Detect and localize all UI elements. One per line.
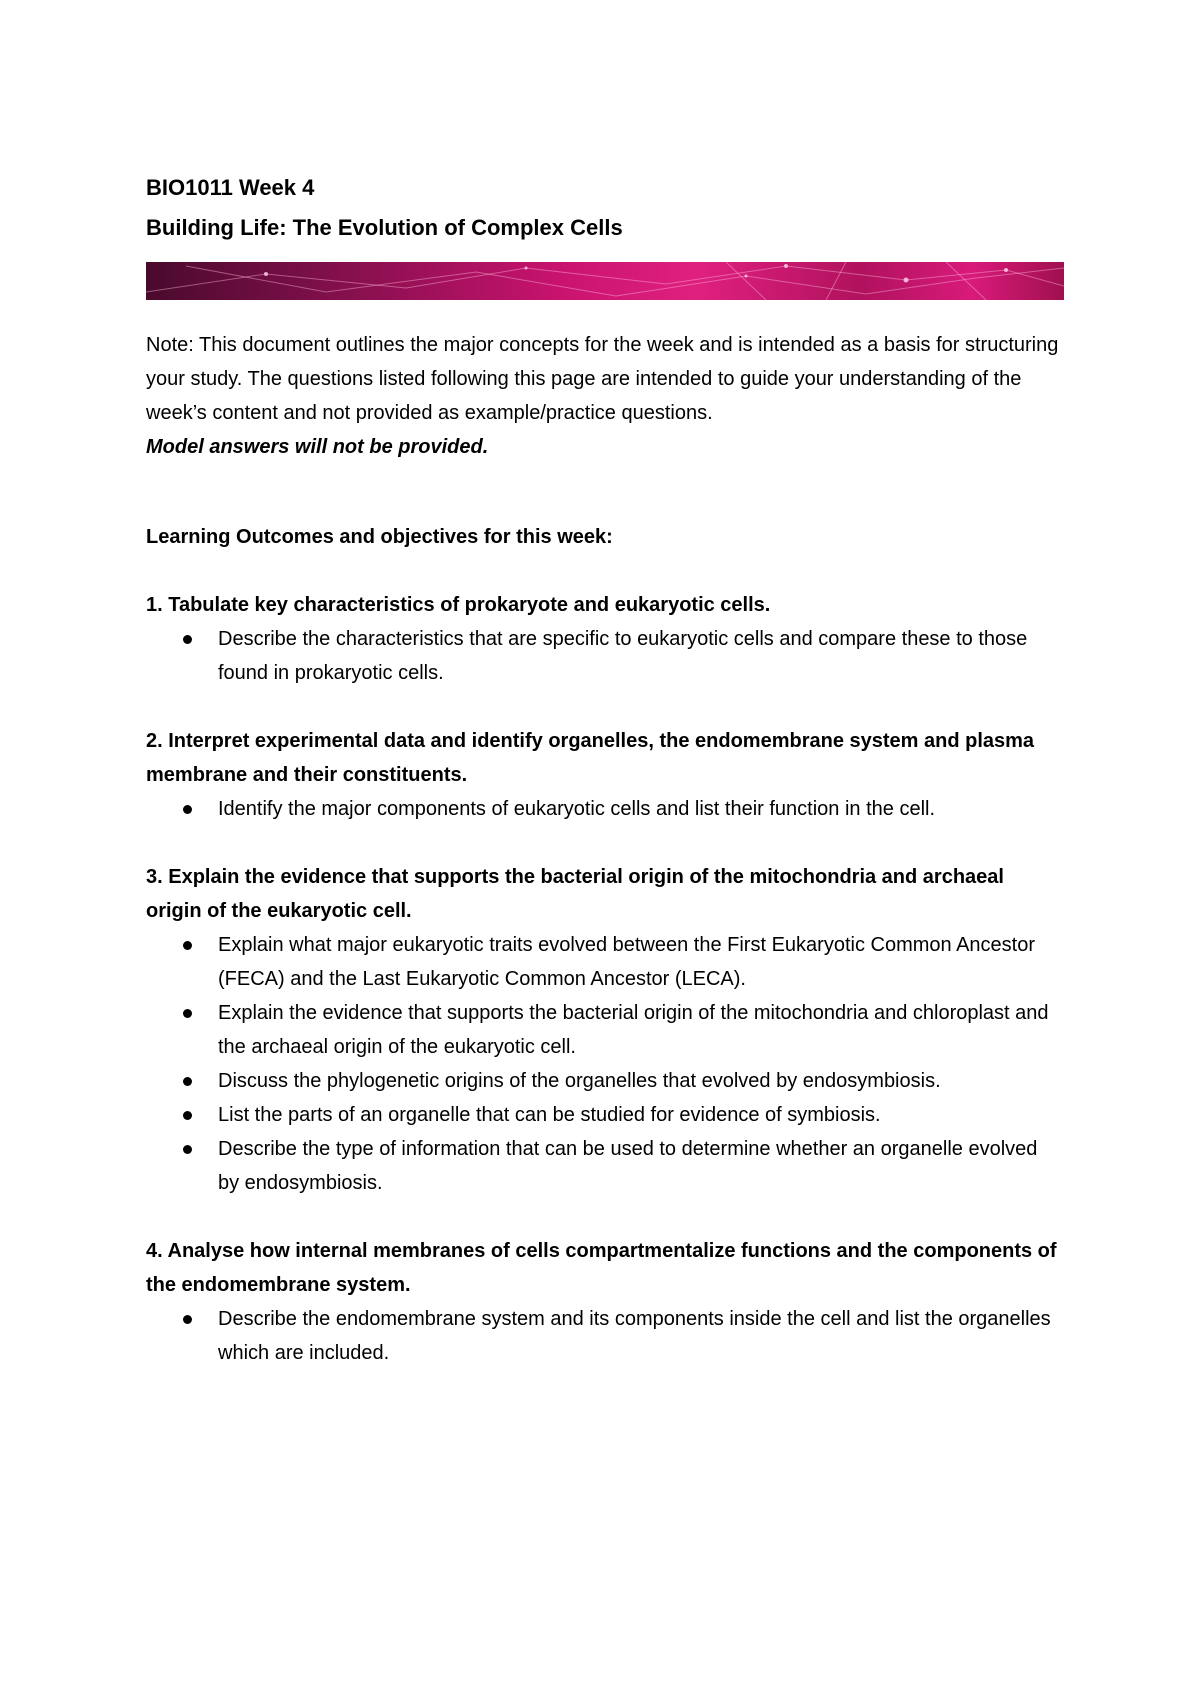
outcome-title: 2. Interpret experimental data and identify organelles, the endomembrane system and plasma membrane and their constituents.	[146, 730, 1035, 786]
objective-text: Describe the type of information that can be used to determine whether an organelle evolved by endosymbiosis.	[218, 1138, 1038, 1194]
banner-network-graphic	[146, 262, 1064, 300]
outcome-4	[146, 1234, 1064, 1370]
objective-text: Describe the endomembrane system and its components inside the cell and list the organelles which are included.	[218, 1308, 1051, 1364]
objective-item	[218, 792, 1064, 826]
outcome-3	[146, 860, 1064, 1200]
objective-item	[218, 1064, 1064, 1098]
objective-item	[218, 1302, 1064, 1370]
objective-text: Explain the evidence that supports the bacterial origin of the mitochondria and chloroplast and the archaeal origin of the eukaryotic cell.	[218, 1002, 1049, 1058]
course-title: BIO1011 Week 4	[146, 175, 315, 200]
bullet-icon	[183, 1315, 192, 1324]
outcome-objectives	[146, 928, 1064, 1200]
outcome-objectives	[146, 1302, 1064, 1370]
bullet-icon	[183, 1111, 192, 1120]
bullet-icon	[183, 1009, 192, 1018]
decorative-banner	[146, 262, 1064, 300]
bullet-icon	[183, 635, 192, 644]
outcome-objectives	[146, 622, 1064, 690]
outcome-title: 4. Analyse how internal membranes of cells compartmentalize functions and the components of the endomembrane system.	[146, 1240, 1057, 1296]
objective-text: Explain what major eukaryotic traits evolved between the First Eukaryotic Common Ancestor (FECA) and the Last Eukaryotic Common Ancestor (LECA).	[218, 934, 1036, 990]
objective-item	[218, 1132, 1064, 1200]
outcome-objectives	[146, 792, 1064, 826]
objective-text: List the parts of an organelle that can be studied for evidence of symbiosis.	[218, 1104, 881, 1126]
objective-text: Describe the characteristics that are specific to eukaryotic cells and compare these to those found in prokaryotic cells.	[218, 628, 1028, 684]
outcome-2	[146, 724, 1064, 826]
objective-item	[218, 996, 1064, 1064]
bullet-icon	[183, 805, 192, 814]
bullet-icon	[183, 941, 192, 950]
outcome-title: 1. Tabulate key characteristics of prokaryote and eukaryotic cells.	[146, 594, 771, 616]
objective-text: Discuss the phylogenetic origins of the organelles that evolved by endosymbiosis.	[218, 1070, 941, 1092]
note-text: Note: This document outlines the major concepts for the week and is intended as a basis for structuring your study. The questions listed following this page are intended to guide your understanding of the week’s content and not provided as example/practice questions.	[146, 334, 1059, 424]
objective-item	[218, 622, 1064, 690]
document-title: Building Life: The Evolution of Complex Cells	[146, 215, 623, 240]
bullet-icon	[183, 1077, 192, 1086]
note-emphasis: Model answers will not be provided.	[146, 436, 489, 458]
objective-text: Identify the major components of eukaryotic cells and list their function in the cell.	[218, 798, 936, 820]
outcome-title: 3. Explain the evidence that supports the bacterial origin of the mitochondria and archaeal origin of the eukaryotic cell.	[146, 866, 1004, 922]
objective-item	[218, 1098, 1064, 1132]
bullet-icon	[183, 1145, 192, 1154]
study-note	[146, 328, 1064, 464]
outcomes-heading: Learning Outcomes and objectives for this week:	[146, 526, 613, 548]
outcome-1	[146, 588, 1064, 690]
objective-item	[218, 928, 1064, 996]
document-page	[146, 168, 1064, 1370]
